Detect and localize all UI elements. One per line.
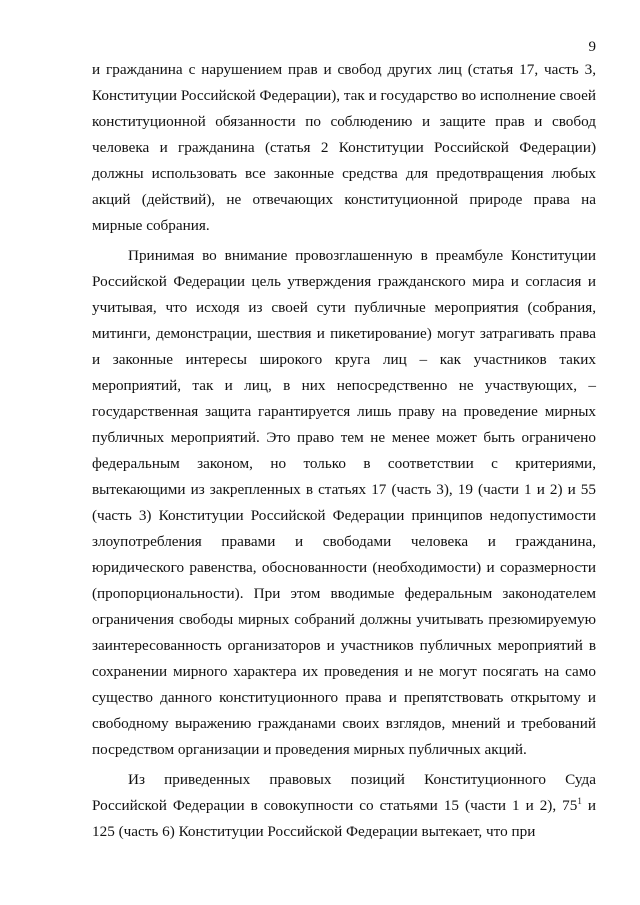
page-number: 9 [588,39,596,55]
paragraph-2: Принимая во внимание провозглашенную в преамбуле Конституции Российской Федерации цель утверждения гражданского мира и согласия и учитывая, что исходя из своей сути публичные мероприятия (собрания, митинги, демонстрации, шествия и пикетирование) могут затрагивать права и законные интересы широкого круга лиц – как участников таких мероприятий, так и лиц, в них непосредственно не участвующих, – государственная защита гарантируется лишь праву на проведение мирных публичных мероприятий. Это право тем не менее может быть ограничено федеральным законом, но только в соответствии с критериями, вытекающими из закрепленных в статьях 17 (часть 3), 19 (части 1 и 2) и 55 (часть 3) Конституции Российской Федерации принципов недопустимости злоупотребления правами и свободами человека и гражданина, юридического равенства, обоснованности (необходимости) и соразмерности (пропорциональности). При этом вводимые федеральным законодателем ограничения свободы мирных собраний должны учитывать презюмируемую заинтересованность организаторов и участников публичных мероприятий в сохранении мирного характера их проведения и не могут посягать на само существо данного конституционного права и препятствовать открытому и свободному выражению гражданами своих взглядов, мнений и требований посредством организации и проведения мирных публичных акций. [92,247,596,758]
article-superscript: 1 [577,795,582,806]
document-body [92,57,596,845]
paragraph-3-text-after: и 125 (часть 6) Конституции Российской Федерации вытекает, что при [92,797,596,840]
paragraph-1: и гражданина с нарушением прав и свобод других лиц (статья 17, часть 3, Конституции Российской Федерации), так и государство во исполнение своей конституционной обязанности по соблюдению и защите прав и свобод человека и гражданина (статья 2 Конституции Российской Федерации) должны использовать все законные средства для предотвращения любых акций (действий), не отвечающих конституционной природе права на мирные собрания. [92,61,596,234]
paragraph-3-text-before: Из приведенных правовых позиций Конституционного Суда Российской Федерации в совокупности со статьями 15 (части 1 и 2), 75 [92,771,596,814]
paragraph-3 [92,767,596,845]
